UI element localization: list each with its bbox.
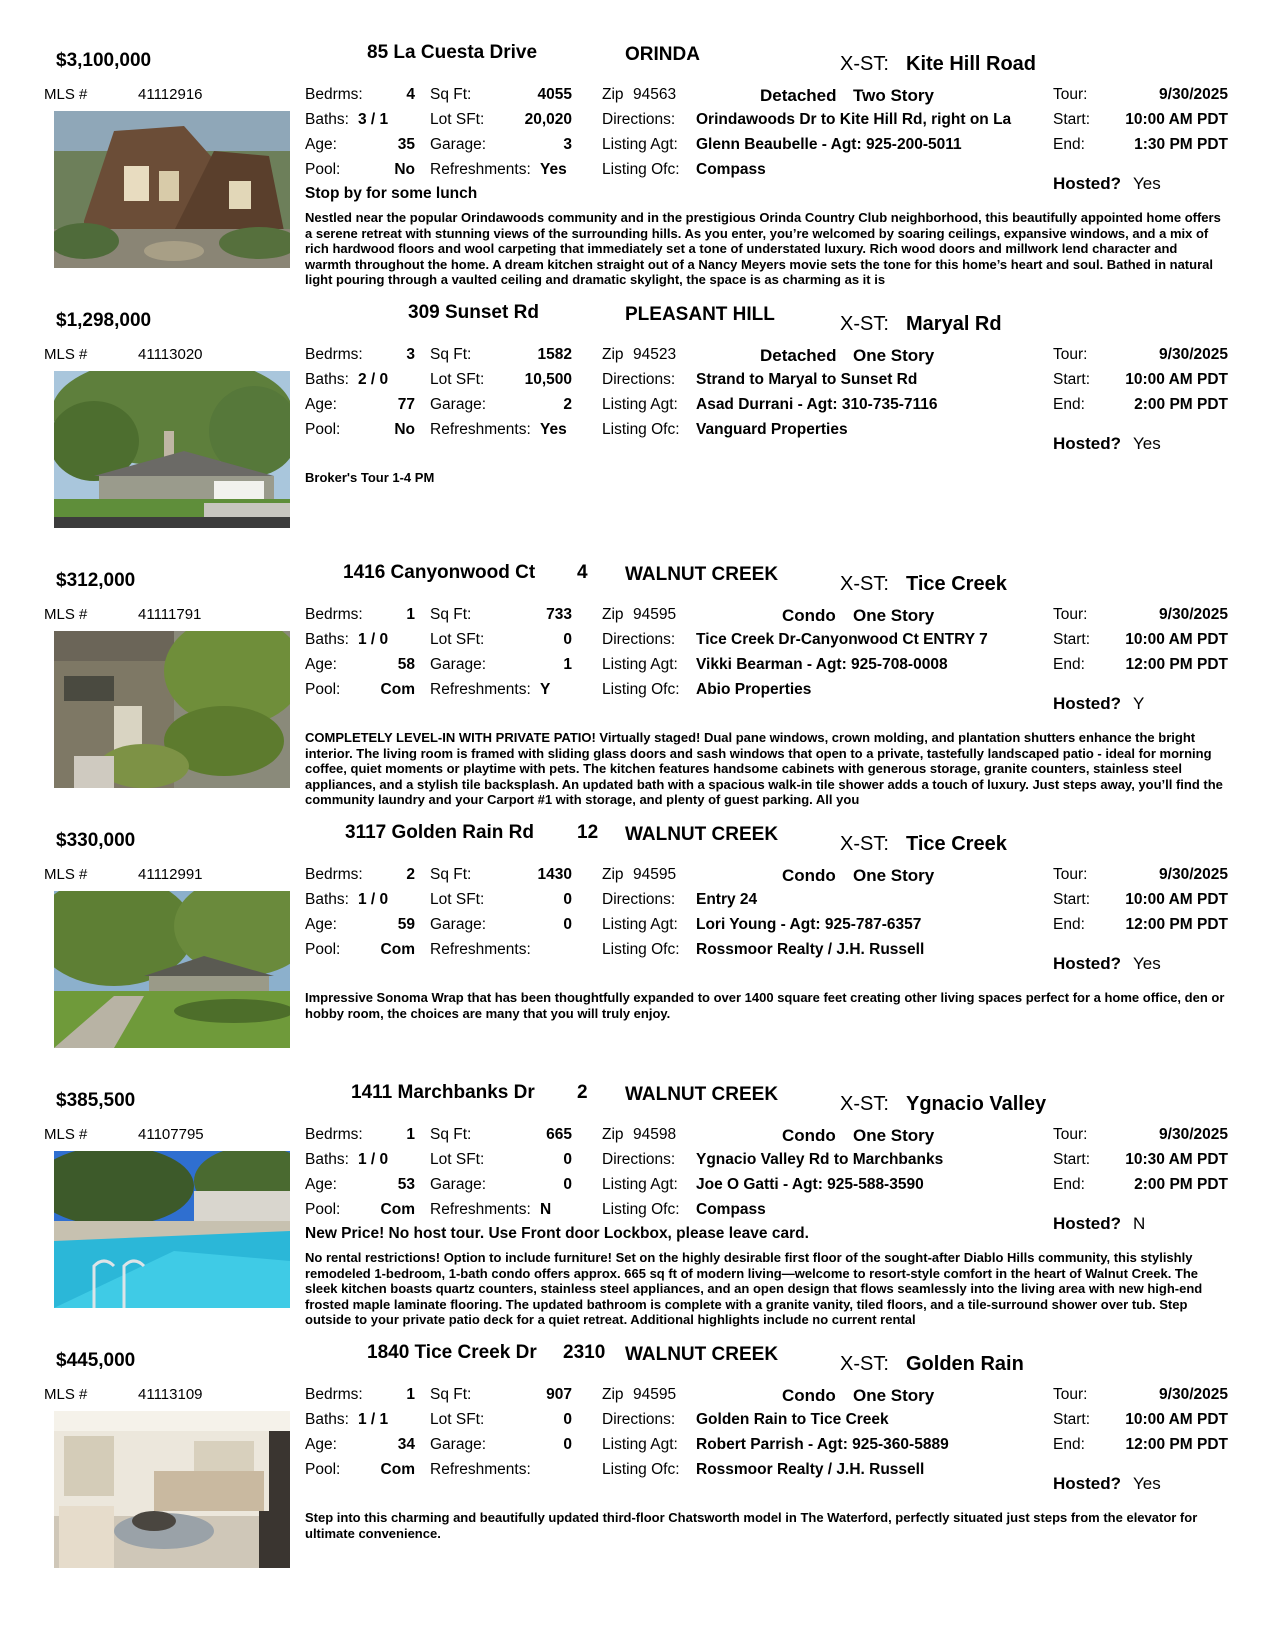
mls-number: 41111791 xyxy=(138,606,202,623)
tour-date: 9/30/2025 xyxy=(1159,1126,1228,1143)
listing-price: $3,100,000 xyxy=(56,50,152,71)
sqft-value: 4055 xyxy=(537,86,572,103)
listing-photo[interactable] xyxy=(54,111,290,268)
listing-photo[interactable] xyxy=(54,631,290,788)
zip-label: Zip xyxy=(602,86,624,103)
listing-office-value: Rossmoor Realty / J.H. Russell xyxy=(696,1461,925,1478)
listing-city: WALNUT CREEK xyxy=(625,824,779,845)
hosted-value: N xyxy=(1133,1214,1146,1233)
age-label: Age: xyxy=(305,1176,337,1193)
listing-agent-value: Lori Young - Agt: 925-787-6357 xyxy=(696,916,922,933)
pool-value: Com xyxy=(380,681,415,698)
end-label: End: xyxy=(1053,1436,1085,1453)
hosted-label: Hosted? xyxy=(1053,1214,1121,1233)
hosted-value: Yes xyxy=(1133,434,1161,453)
directions-label: Directions: xyxy=(602,1411,676,1428)
hosted-label: Hosted? xyxy=(1053,1474,1121,1493)
property-stories: Two Story xyxy=(853,86,934,105)
listing-address: 1840 Tice Creek Dr xyxy=(367,1342,537,1363)
bedrooms-value: 1 xyxy=(406,1126,415,1143)
tour-label: Tour: xyxy=(1053,866,1088,883)
cross-street-value: Tice Creek xyxy=(906,573,1007,595)
baths-value: 1 / 0 xyxy=(358,891,389,908)
hosted-label: Hosted? xyxy=(1053,694,1121,713)
tour-label: Tour: xyxy=(1053,1126,1088,1143)
cross-street-value: Ygnacio Valley xyxy=(906,1093,1047,1115)
listing-remarks: COMPLETELY LEVEL-IN WITH PRIVATE PATIO! Virtually staged! Dual pane windows, crown molding, and plantation shutters enhance the bright interior. The living room is framed with sliding glass doors and sash windows that open to a private, tastefully landscaped patio - ideal for morning coffee, quiet moments or playtime with pets. The kitchen features handsome cabinets with generous storage, granite counters, stainless steel appliances, and a stylish tile backsplash. An updated bath with a spacious walk-in tile shower adds a touch of luxury. Just steps away, you’ll find the community laundry and your Carport #1 with storage, and plenty of guest parking. All you xyxy=(305,730,1223,807)
mls-label: MLS # xyxy=(44,866,88,883)
garage-value: 0 xyxy=(563,916,572,933)
listing-office-value: Abio Properties xyxy=(696,681,812,698)
listing-tagline: Stop by for some lunch xyxy=(305,185,478,202)
tour-date: 9/30/2025 xyxy=(1159,346,1228,363)
listing-price: $330,000 xyxy=(56,830,136,851)
start-label: Start: xyxy=(1053,371,1091,388)
age-label: Age: xyxy=(305,656,337,673)
age-label: Age: xyxy=(305,916,337,933)
directions-label: Directions: xyxy=(602,371,676,388)
end-time: 12:00 PM PDT xyxy=(1125,916,1228,933)
lot-sft-value: 20,020 xyxy=(524,111,572,128)
listing-address: 3117 Golden Rain Rd xyxy=(345,822,534,843)
start-time: 10:00 AM PDT xyxy=(1125,371,1228,388)
refreshments-value: N xyxy=(540,1201,552,1218)
end-time: 12:00 PM PDT xyxy=(1125,656,1228,673)
bedrooms-label: Bedrms: xyxy=(305,1126,363,1143)
listing-city: ORINDA xyxy=(625,44,700,65)
listing-office-label: Listing Ofc: xyxy=(602,161,680,178)
listing-office-value: Rossmoor Realty / J.H. Russell xyxy=(696,941,925,958)
garage-value: 3 xyxy=(563,136,572,153)
lot-sft-value: 0 xyxy=(563,1411,572,1428)
listing-card xyxy=(0,562,1275,822)
age-value: 34 xyxy=(397,1436,415,1453)
sqft-value: 733 xyxy=(546,606,572,623)
listing-photo[interactable] xyxy=(54,1151,290,1308)
listing-remarks: No rental restrictions! Option to include furniture! Set on the highly desirable first floor of the sought-after Diablo Hills community, this stylishly remodeled 1-bedroom, 1-bath condo offers approx. 665 sq ft of modern living—welcome to resort-style comfort in the heart of Walnut Creek. The sleek kitchen boasts quartz counters, stainless steel appliances, and an open design that flows seamlessly into the living area with new high-end frosted maple laminate flooring. The updated bathroom is complete with a granite vanity, tiled floors, and a tile-surround shower over tub. Step outside to your private patio deck for a quiet retreat. Additional highlights include no current rental xyxy=(305,1250,1203,1327)
sqft-value: 1582 xyxy=(537,346,572,363)
zip-value: 94595 xyxy=(633,1386,677,1403)
property-type: Condo xyxy=(782,866,836,885)
mls-label: MLS # xyxy=(44,1126,88,1143)
hosted-value: Y xyxy=(1133,694,1145,713)
garage-value: 2 xyxy=(563,396,572,413)
listing-address: 1416 Canyonwood Ct xyxy=(343,562,536,583)
bedrooms-label: Bedrms: xyxy=(305,86,363,103)
end-label: End: xyxy=(1053,656,1085,673)
pool-value: Com xyxy=(380,1201,415,1218)
listing-city: PLEASANT HILL xyxy=(625,304,775,325)
baths-value: 1 / 0 xyxy=(358,1151,389,1168)
pool-label: Pool: xyxy=(305,161,341,178)
cross-street-label: X-ST: xyxy=(840,53,889,75)
garage-label: Garage: xyxy=(430,656,487,673)
lot-sft-label: Lot SFt: xyxy=(430,1151,485,1168)
listing-unit: 12 xyxy=(577,822,599,843)
cross-street-value: Maryal Rd xyxy=(906,313,1002,335)
tour-label: Tour: xyxy=(1053,1386,1088,1403)
listing-agent-value: Vikki Bearman - Agt: 925-708-0008 xyxy=(696,656,948,673)
bedrooms-label: Bedrms: xyxy=(305,606,363,623)
cross-street-label: X-ST: xyxy=(840,573,889,595)
bedrooms-value: 4 xyxy=(406,86,415,103)
listing-city: WALNUT CREEK xyxy=(625,1344,779,1365)
mls-label: MLS # xyxy=(44,606,88,623)
sqft-label: Sq Ft: xyxy=(430,86,472,103)
listing-agent-value: Asad Durrani - Agt: 310-735-7116 xyxy=(696,396,938,413)
listing-tagline: New Price! No host tour. Use Front door Lockbox, please leave card. xyxy=(305,1225,809,1242)
property-type: Condo xyxy=(782,606,836,625)
sqft-label: Sq Ft: xyxy=(430,866,472,883)
listing-office-label: Listing Ofc: xyxy=(602,941,680,958)
mls-number: 41113109 xyxy=(138,1386,203,1403)
directions-value: Entry 24 xyxy=(696,891,758,908)
property-stories: One Story xyxy=(853,1126,935,1145)
end-time: 1:30 PM PDT xyxy=(1134,136,1228,153)
listing-agent-value: Glenn Beaubelle - Agt: 925-200-5011 xyxy=(696,136,962,153)
hosted-label: Hosted? xyxy=(1053,434,1121,453)
garage-label: Garage: xyxy=(430,1436,487,1453)
tour-label: Tour: xyxy=(1053,86,1088,103)
lot-sft-label: Lot SFt: xyxy=(430,631,485,648)
hosted-label: Hosted? xyxy=(1053,954,1121,973)
cross-street-label: X-ST: xyxy=(840,313,889,335)
start-label: Start: xyxy=(1053,111,1091,128)
cross-street-value: Kite Hill Road xyxy=(906,53,1037,75)
baths-value: 1 / 1 xyxy=(358,1411,389,1428)
refreshments-label: Refreshments: xyxy=(430,161,531,178)
pool-label: Pool: xyxy=(305,681,341,698)
tour-date: 9/30/2025 xyxy=(1159,1386,1228,1403)
listing-card xyxy=(0,42,1275,302)
end-time: 2:00 PM PDT xyxy=(1134,1176,1228,1193)
listing-city: WALNUT CREEK xyxy=(625,1084,779,1105)
directions-value: Golden Rain to Tice Creek xyxy=(696,1411,889,1428)
lot-sft-label: Lot SFt: xyxy=(430,1411,485,1428)
property-type: Detached xyxy=(760,86,837,105)
baths-label: Baths: xyxy=(305,371,349,388)
mls-number: 41112991 xyxy=(138,866,203,883)
listing-price: $445,000 xyxy=(56,1350,136,1371)
bedrooms-value: 3 xyxy=(406,346,415,363)
listing-photo[interactable] xyxy=(54,891,290,1048)
baths-label: Baths: xyxy=(305,891,349,908)
garage-value: 0 xyxy=(563,1176,572,1193)
mls-label: MLS # xyxy=(44,346,88,363)
start-time: 10:00 AM PDT xyxy=(1125,111,1228,128)
listing-address: 85 La Cuesta Drive xyxy=(367,42,538,63)
cross-street-value: Tice Creek xyxy=(906,833,1007,855)
listing-agent-value: Joe O Gatti - Agt: 925-588-3590 xyxy=(696,1176,924,1193)
garage-value: 1 xyxy=(563,656,572,673)
directions-value: Ygnacio Valley Rd to Marchbanks xyxy=(696,1151,944,1168)
directions-value: Tice Creek Dr-Canyonwood Ct ENTRY 7 xyxy=(696,631,988,648)
baths-value: 1 / 0 xyxy=(358,631,389,648)
tour-date: 9/30/2025 xyxy=(1159,606,1228,623)
listing-office-label: Listing Ofc: xyxy=(602,681,680,698)
start-label: Start: xyxy=(1053,1411,1091,1428)
sqft-label: Sq Ft: xyxy=(430,1126,472,1143)
listing-card xyxy=(0,1342,1275,1602)
baths-label: Baths: xyxy=(305,1411,349,1428)
listing-card xyxy=(0,302,1275,562)
age-value: 59 xyxy=(397,916,415,933)
sqft-value: 907 xyxy=(546,1386,572,1403)
baths-value: 3 / 1 xyxy=(358,111,389,128)
cross-street-label: X-ST: xyxy=(840,1353,889,1375)
listing-office-value: Compass xyxy=(696,1201,766,1218)
refreshments-label: Refreshments: xyxy=(430,941,531,958)
lot-sft-value: 0 xyxy=(563,1151,572,1168)
listing-office-value: Vanguard Properties xyxy=(696,421,848,438)
start-time: 10:00 AM PDT xyxy=(1125,631,1228,648)
listing-agent-label: Listing Agt: xyxy=(602,1436,678,1453)
listing-remarks: Nestled near the popular Orindawoods community and in the prestigious Orinda Country Club neighborhood, this beautifully appointed home offers a serene retreat with stunning views of the surrounding hills. As you enter, you’re welcomed by soaring ceilings, expansive windows, and a mix of rich hardwood floors and wool carpeting that immediately set a tone of understated luxury. Rich wood doors and millwork lend character and warmth throughout the home. A dream kitchen straight out of a Nancy Meyers movie sets the tone for this home’s heart and soul. Bathed in natural light pouring through a vaulted ceiling and dramatic skylight, the space is as charming as it is xyxy=(305,210,1221,287)
baths-value: 2 / 0 xyxy=(358,371,389,388)
listing-card xyxy=(0,1082,1275,1342)
bedrooms-label: Bedrms: xyxy=(305,1386,363,1403)
bedrooms-label: Bedrms: xyxy=(305,346,363,363)
mls-label: MLS # xyxy=(44,86,88,103)
bedrooms-label: Bedrms: xyxy=(305,866,363,883)
cross-street-label: X-ST: xyxy=(840,1093,889,1115)
pool-label: Pool: xyxy=(305,1461,341,1478)
pool-label: Pool: xyxy=(305,421,341,438)
property-type: Condo xyxy=(782,1386,836,1405)
garage-value: 0 xyxy=(563,1436,572,1453)
cross-street-value: Golden Rain xyxy=(906,1353,1024,1375)
bedrooms-value: 1 xyxy=(406,606,415,623)
listing-unit: 4 xyxy=(577,562,588,583)
garage-label: Garage: xyxy=(430,1176,487,1193)
refreshments-label: Refreshments: xyxy=(430,1461,531,1478)
listing-address: 1411 Marchbanks Dr xyxy=(351,1082,535,1103)
pool-value: Com xyxy=(380,941,415,958)
age-label: Age: xyxy=(305,136,337,153)
listing-office-label: Listing Ofc: xyxy=(602,421,680,438)
listing-office-label: Listing Ofc: xyxy=(602,1201,680,1218)
lot-sft-label: Lot SFt: xyxy=(430,111,485,128)
pool-value: No xyxy=(394,421,415,438)
tour-label: Tour: xyxy=(1053,346,1088,363)
lot-sft-label: Lot SFt: xyxy=(430,371,485,388)
listing-price: $385,500 xyxy=(56,1090,136,1111)
zip-label: Zip xyxy=(602,346,624,363)
tour-date: 9/30/2025 xyxy=(1159,866,1228,883)
listing-unit: 2310 xyxy=(563,1342,606,1363)
directions-value: Orindawoods Dr to Kite Hill Rd, right on La xyxy=(696,111,1012,128)
bedrooms-value: 2 xyxy=(406,866,415,883)
refreshments-label: Refreshments: xyxy=(430,421,531,438)
lot-sft-value: 10,500 xyxy=(524,371,572,388)
zip-label: Zip xyxy=(602,606,624,623)
listing-agent-label: Listing Agt: xyxy=(602,136,678,153)
mls-number: 41112916 xyxy=(138,86,203,103)
sqft-value: 1430 xyxy=(537,866,572,883)
refreshments-value: Y xyxy=(540,681,551,698)
end-label: End: xyxy=(1053,396,1085,413)
baths-label: Baths: xyxy=(305,1151,349,1168)
hosted-label: Hosted? xyxy=(1053,174,1121,193)
listing-photo[interactable] xyxy=(54,371,290,528)
property-type: Detached xyxy=(760,346,837,365)
hosted-value: Yes xyxy=(1133,954,1161,973)
listing-price: $312,000 xyxy=(56,570,136,591)
end-label: End: xyxy=(1053,916,1085,933)
zip-label: Zip xyxy=(602,1126,624,1143)
start-time: 10:30 AM PDT xyxy=(1125,1151,1228,1168)
property-stories: One Story xyxy=(853,866,935,885)
end-time: 12:00 PM PDT xyxy=(1125,1436,1228,1453)
directions-value: Strand to Maryal to Sunset Rd xyxy=(696,371,918,388)
start-label: Start: xyxy=(1053,891,1091,908)
garage-label: Garage: xyxy=(430,136,487,153)
mls-label: MLS # xyxy=(44,1386,88,1403)
cross-street-label: X-ST: xyxy=(840,833,889,855)
zip-value: 94598 xyxy=(633,1126,677,1143)
refreshments-value: Yes xyxy=(540,421,567,438)
zip-label: Zip xyxy=(602,1386,624,1403)
listing-unit: 2 xyxy=(577,1082,588,1103)
tour-date: 9/30/2025 xyxy=(1159,86,1228,103)
property-type: Condo xyxy=(782,1126,836,1145)
listing-agent-label: Listing Agt: xyxy=(602,1176,678,1193)
property-stories: One Story xyxy=(853,346,935,365)
refreshments-value: Yes xyxy=(540,161,567,178)
hosted-value: Yes xyxy=(1133,174,1161,193)
listing-agent-label: Listing Agt: xyxy=(602,916,678,933)
start-time: 10:00 AM PDT xyxy=(1125,891,1228,908)
sqft-value: 665 xyxy=(546,1126,572,1143)
age-value: 77 xyxy=(397,396,415,413)
baths-label: Baths: xyxy=(305,111,349,128)
listing-photo[interactable] xyxy=(54,1411,290,1568)
end-label: End: xyxy=(1053,136,1085,153)
refreshments-label: Refreshments: xyxy=(430,1201,531,1218)
age-label: Age: xyxy=(305,396,337,413)
listing-card xyxy=(0,822,1275,1082)
bedrooms-value: 1 xyxy=(406,1386,415,1403)
lot-sft-label: Lot SFt: xyxy=(430,891,485,908)
property-stories: One Story xyxy=(853,1386,935,1405)
tour-label: Tour: xyxy=(1053,606,1088,623)
baths-label: Baths: xyxy=(305,631,349,648)
mls-number: 41113020 xyxy=(138,346,203,363)
listing-office-label: Listing Ofc: xyxy=(602,1461,680,1478)
pool-value: Com xyxy=(380,1461,415,1478)
age-value: 58 xyxy=(397,656,415,673)
lot-sft-value: 0 xyxy=(563,631,572,648)
end-time: 2:00 PM PDT xyxy=(1134,396,1228,413)
pool-value: No xyxy=(394,161,415,178)
sqft-label: Sq Ft: xyxy=(430,1386,472,1403)
zip-value: 94563 xyxy=(633,86,677,103)
start-label: Start: xyxy=(1053,1151,1091,1168)
listing-remarks: Broker's Tour 1-4 PM xyxy=(305,470,435,485)
sqft-label: Sq Ft: xyxy=(430,346,472,363)
end-label: End: xyxy=(1053,1176,1085,1193)
lot-sft-value: 0 xyxy=(563,891,572,908)
start-time: 10:00 AM PDT xyxy=(1125,1411,1228,1428)
listing-city: WALNUT CREEK xyxy=(625,564,779,585)
directions-label: Directions: xyxy=(602,631,676,648)
hosted-value: Yes xyxy=(1133,1474,1161,1493)
zip-value: 94595 xyxy=(633,866,677,883)
pool-label: Pool: xyxy=(305,1201,341,1218)
zip-value: 94595 xyxy=(633,606,677,623)
listing-address: 309 Sunset Rd xyxy=(408,302,539,323)
directions-label: Directions: xyxy=(602,1151,676,1168)
listing-remarks: Step into this charming and beautifully updated third-floor Chatsworth model in The Waterford, perfectly situated just steps from the elevator for ultimate convenience. xyxy=(305,1510,1198,1541)
garage-label: Garage: xyxy=(430,916,487,933)
listing-agent-label: Listing Agt: xyxy=(602,656,678,673)
listing-office-value: Compass xyxy=(696,161,766,178)
sqft-label: Sq Ft: xyxy=(430,606,472,623)
listing-agent-value: Robert Parrish - Agt: 925-360-5889 xyxy=(696,1436,949,1453)
property-stories: One Story xyxy=(853,606,935,625)
start-label: Start: xyxy=(1053,631,1091,648)
listing-agent-label: Listing Agt: xyxy=(602,396,678,413)
directions-label: Directions: xyxy=(602,891,676,908)
pool-label: Pool: xyxy=(305,941,341,958)
zip-value: 94523 xyxy=(633,346,677,363)
listing-remarks: Impressive Sonoma Wrap that has been thoughtfully expanded to over 1400 square feet creating other living spaces perfect for a home office, den or hobby room, the choices are many that you will truly enjoy. xyxy=(305,990,1225,1021)
garage-label: Garage: xyxy=(430,396,487,413)
zip-label: Zip xyxy=(602,866,624,883)
age-value: 35 xyxy=(397,136,415,153)
age-label: Age: xyxy=(305,1436,337,1453)
listing-price: $1,298,000 xyxy=(56,310,152,331)
mls-number: 41107795 xyxy=(138,1126,204,1143)
refreshments-label: Refreshments: xyxy=(430,681,531,698)
directions-label: Directions: xyxy=(602,111,676,128)
age-value: 53 xyxy=(397,1176,415,1193)
